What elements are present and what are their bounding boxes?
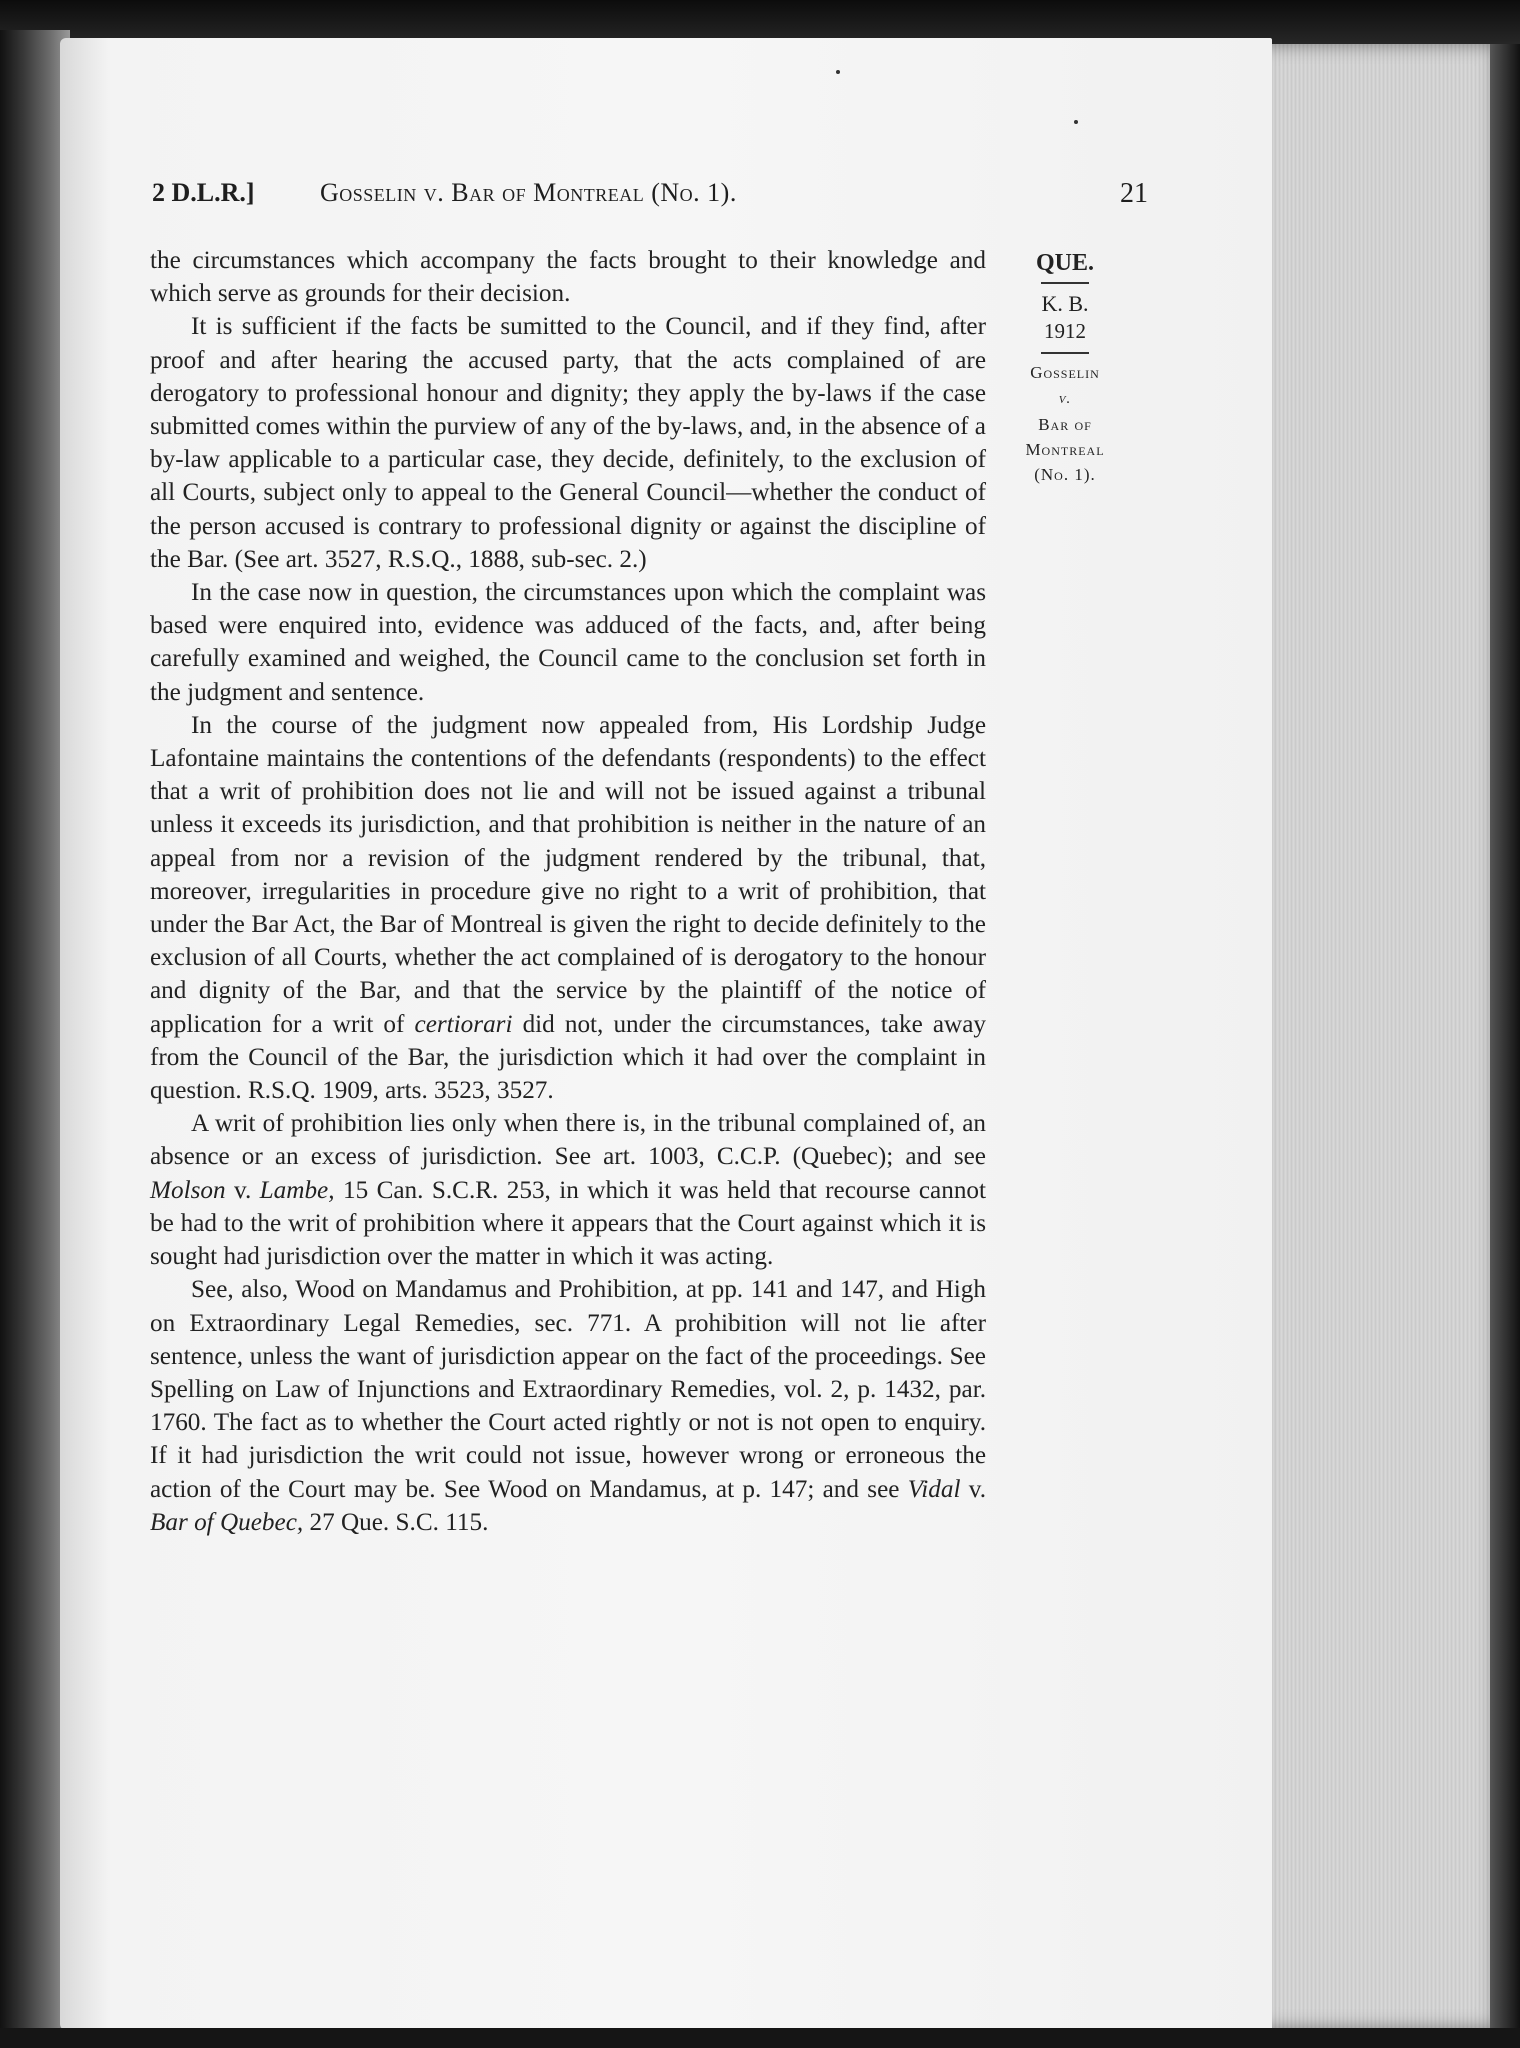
case-name-line: Bar of <box>1038 415 1092 434</box>
book-edge-shadow <box>1490 44 1520 2029</box>
page-number: 21 <box>1120 178 1148 209</box>
case-versus: v. <box>968 1475 987 1503</box>
case-citation-party: Vidal <box>907 1475 961 1503</box>
latin-term: certiorari <box>414 1010 513 1038</box>
book-page-edges <box>1268 44 1506 2029</box>
case-citation-party: Lambe, <box>259 1176 335 1204</box>
paragraph-text: In the course of the judgment now appealed from, His Lordship Judge Lafontaine maintains the contentions of the defendants (respondents) to the effect that a writ of prohibition does not lie and will not be issued against a tribunal unless it exceeds its jurisdiction, and that prohibition is neither in the nature of an appeal from nor a revision of the judgment rendered by the tribunal, that, moreover, irregularities in procedure give no right to a writ of prohibition, that under the Bar Act, the Bar of Montreal is given the right to decide definitely to the exclusion of all Courts, whether the act complained of is derogatory to the honour and dignity of the Bar, and that the service by the plaintiff of the notice of application for a writ of <box>150 711 986 1038</box>
paragraph-text: did not, under the circumstances, take away from the Council of the Bar, the jurisdiction which it had over the complaint in question. R.S.Q. 1909, arts. 3523, 3527. <box>150 1010 987 1105</box>
margin-divider <box>1041 282 1089 284</box>
case-name-line: Montreal <box>1025 440 1105 459</box>
paragraph: It is sufficient if the facts be sumitted to the Council, and if they find, after proof and after hearing the accused party, that the acts complained of are derogatory to professional honour and dignity; they apply the by-laws if the case submitted comes within the purview of any of the by-laws, and, in the absence of a by-law applicable to a particular case, they decide, definitely, to the exclusion of all Courts, subject only to appeal to the General Council—whether the conduct of the person accused is contrary to professional dignity or against the discipline of the Bar. (See art. 3527, R.S.Q., 1888, sub-sec. 2.) <box>150 313 986 573</box>
running-title: Gosselin v. Bar of Montreal (No. 1). <box>320 178 737 207</box>
paragraph <box>150 709 986 1107</box>
case-versus: v. <box>233 1176 252 1204</box>
running-header <box>152 178 1148 222</box>
court-province: QUE. <box>1035 250 1094 276</box>
paragraph-text: 27 Que. S.C. 115. <box>309 1508 489 1536</box>
case-citation-party: Bar of Quebec, <box>150 1508 304 1536</box>
marginal-citation <box>990 248 1140 487</box>
case-name-line: Gosselin <box>1030 363 1100 382</box>
volume-label: 2 D.L.R.] <box>152 178 255 207</box>
decision-year: 1912 <box>1044 319 1086 343</box>
paragraph-text: See, also, Wood on Mandamus and Prohibition, at pp. 141 and 147, and High on Extraordinary Legal Remedies, sec. 771. A prohibition will not lie after sentence, unless the want of jurisdiction appear on the fact of the proceedings. See Spelling on Law of Injunctions and Extraordinary Remedies, vol. 2, p. 1432, par. 1760. The fact as to whether the Court acted rightly or not is not open to enquiry. If it had jurisdiction the writ could not issue, however wrong or erroneous the action of the Court may be. See Wood on Mandamus, at p. 147; and see <box>150 1276 986 1503</box>
case-citation-party: Molson <box>150 1176 226 1204</box>
case-name-line: (No. 1). <box>1034 465 1096 484</box>
paragraph: In the case now in question, the circumstances upon which the complaint was based were enquired into, evidence was adduced of the facts, and, after being carefully examined and weighed, the Council came to the conclusion set forth in the judgment and sentence. <box>150 579 986 706</box>
paragraph <box>150 1107 986 1273</box>
paragraph-text: A writ of prohibition lies only when there is, in the tribunal complained of, an absence or an excess of jurisdiction. See art. 1003, C.C.P. (Quebec); and see <box>150 1110 986 1171</box>
court-division: K. B. <box>1041 291 1089 316</box>
paragraph-text: 15 Can. S.C.R. 253, in which it was held that recourse cannot be had to the writ of prohibition where it appears that the Court against which it is sought had jurisdiction over the matter in which it was acting. <box>150 1176 987 1271</box>
case-versus: v. <box>1058 391 1072 407</box>
judgment-body-text <box>150 244 986 1539</box>
paragraph: the circumstances which accompany the facts brought to their knowledge and which serve as grounds for their decision. <box>150 247 986 308</box>
paragraph <box>150 1273 986 1539</box>
scan-bottom-border <box>0 2028 1520 2048</box>
scan-speck <box>836 70 840 74</box>
margin-divider <box>1041 352 1089 354</box>
scan-speck <box>1074 120 1078 124</box>
